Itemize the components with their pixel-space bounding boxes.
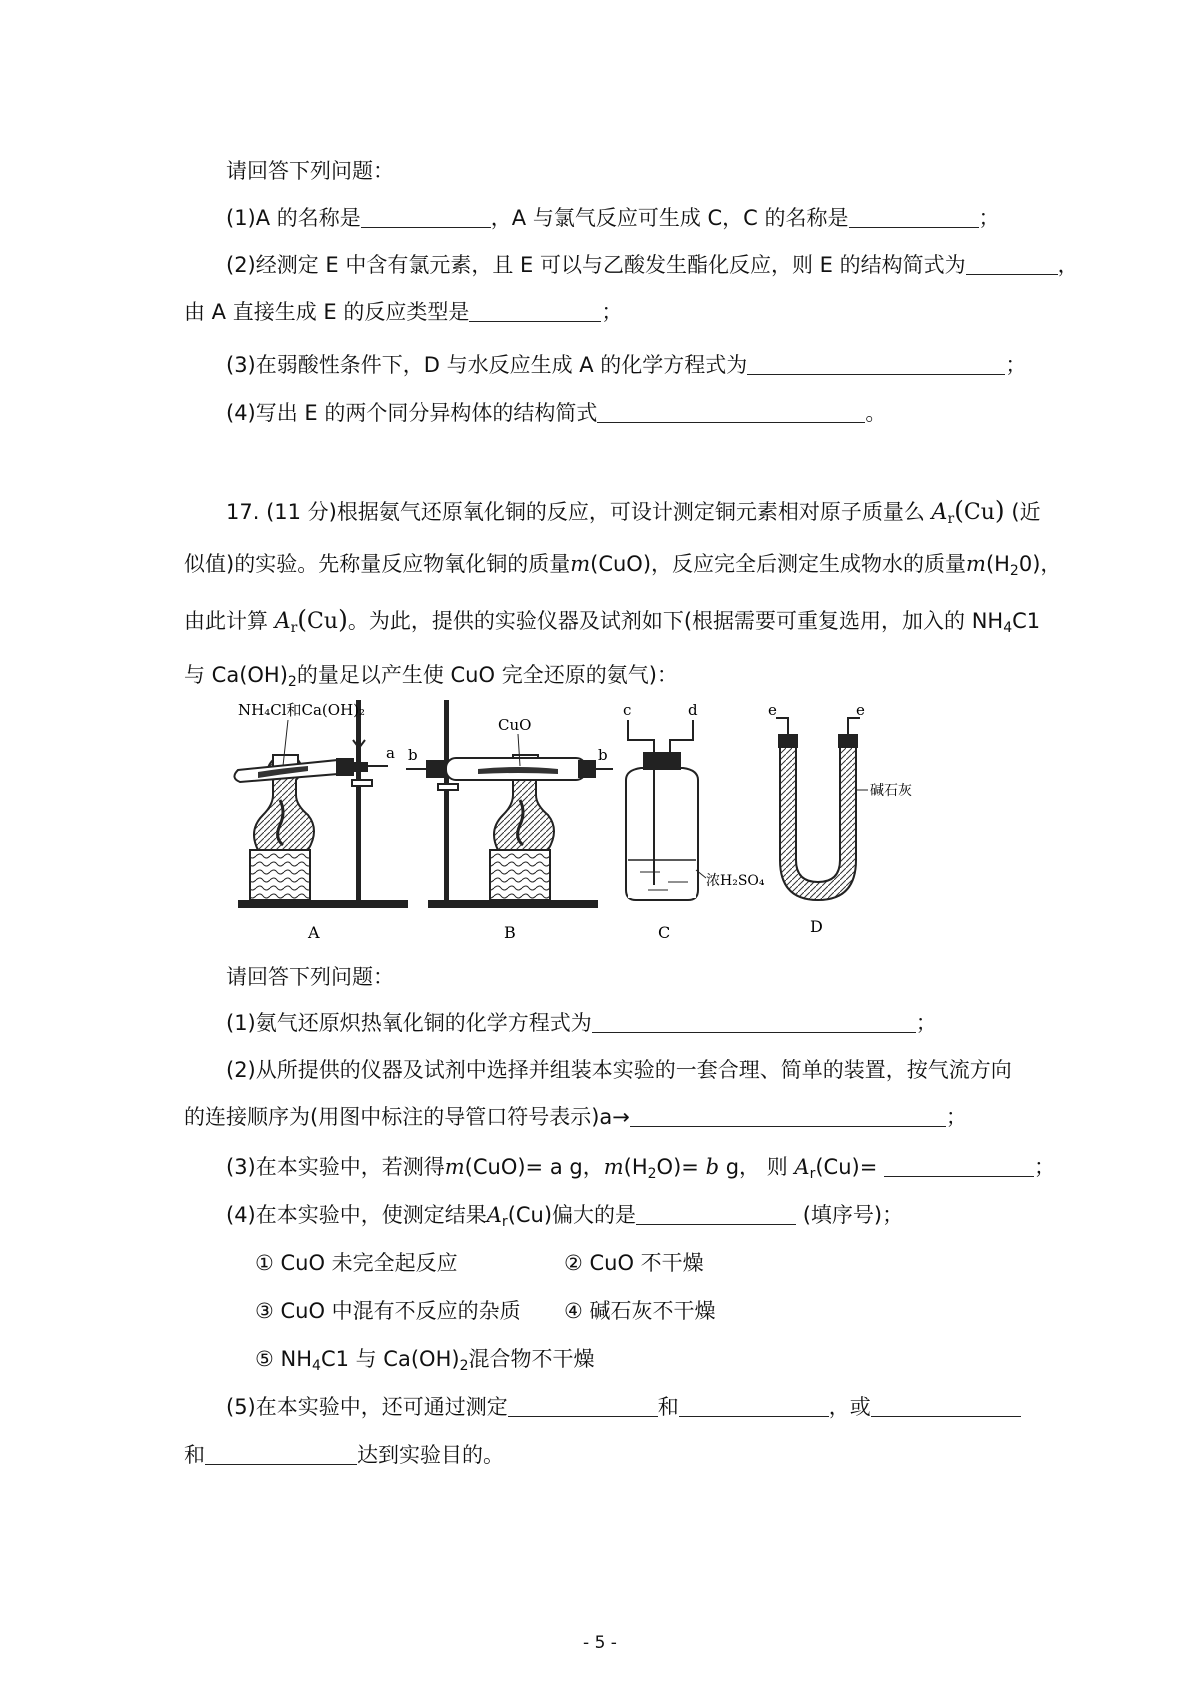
port-label-a: a [386, 744, 395, 762]
q17-intro-line2: 似值)的实验。先称量反应物氧化铜的质量m(CuO)，反应完全后测定生成物水的质量$m(H_20)$， [184, 552, 1062, 579]
apparatus-d [768, 701, 912, 936]
q17-part2: (2)从所提供的仪器及试剂中选择并组装本实验的一套合理、简单的装置，按气流方向 [226, 1058, 1012, 1082]
q17-intro-line3: 由此计算 $A_r(Cu)$。为此，提供的实验仪器及试剂如下(根据需要可重复选用，加入的 $NH_4C1$ [184, 605, 1041, 636]
apparatus-label-c: C [658, 923, 671, 942]
q16-part4: (4)写出 E 的两个同分异构体的结构简式 。 [226, 401, 887, 425]
q17-part4: (4)在本实验中，使测定结果$A_r(Cu)$偏大的是 (填序号)； [226, 1203, 904, 1230]
port-label-e-left: e [768, 701, 777, 719]
port-label-b-left: b [408, 746, 418, 764]
reagent-label-a: NH₄Cl和Ca(OH)₂ [238, 701, 366, 719]
apparatus-label-d: D [810, 917, 823, 936]
q17-intro-line4: 与 $Ca(OH)_2$的量足以产生使 CuO 完全还原的氨气)： [184, 663, 678, 690]
answer-blank[interactable] [636, 1202, 796, 1225]
answer-blank[interactable] [361, 205, 491, 228]
port-label-e-right: e [856, 701, 865, 719]
answer-blank[interactable] [592, 1010, 916, 1033]
answer-blank[interactable] [884, 1154, 1034, 1177]
q17-part5: (5)在本实验中，还可通过测定 和 ，或 [226, 1392, 1021, 1422]
answer-blank[interactable] [205, 1442, 357, 1465]
port-label-c: c [623, 701, 632, 719]
option-3: ③ CuO 中混有不反应的杂质 [255, 1299, 521, 1323]
reagent-label-b: CuO [498, 716, 532, 734]
apparatus-b [406, 700, 613, 942]
ar-cu-symbol: $A_r(Cu)$ [274, 605, 348, 636]
apparatus-figure [228, 700, 948, 950]
ar-cu-symbol: $A_r(Cu)$ [931, 496, 1005, 527]
option-2: ② CuO 不干燥 [564, 1251, 704, 1275]
answer-blank[interactable] [849, 205, 979, 228]
q17-part2-cont: 的连接顺序为(用图中标注的导管口符号表示)a→ ； [184, 1105, 967, 1129]
reagent-label-d: 碱石灰 [870, 783, 912, 799]
apparatus-c [623, 701, 765, 942]
q16-part3: (3)在弱酸性条件下，D 与水反应生成 A 的化学方程式为 ； [226, 353, 1027, 377]
option-1: ① CuO 未完全起反应 [255, 1251, 458, 1275]
q17-part5-cont: 和 达到实验目的。 [184, 1443, 504, 1467]
q17-part3: (3)在本实验中，若测得m(CuO)= a g，$m(H_2O)= b$ g， 则 $A_r(Cu)=$ ； [226, 1155, 1055, 1182]
answer-blank[interactable] [508, 1394, 658, 1417]
apparatus-a [234, 700, 408, 942]
q17-part1: (1)氨气还原炽热氧化铜的化学方程式为 ； [226, 1011, 937, 1035]
port-label-d: d [688, 701, 698, 719]
option-4: ④ 碱石灰不干燥 [564, 1299, 716, 1323]
q17-intro-line1: 17. (11 分)根据氨气还原氧化铜的反应，可设计测定铜元素相对原子质量么 $A_r(Cu)$ (近 [226, 496, 1041, 527]
reagent-label-c: 浓H₂SO₄ [706, 873, 765, 889]
port-label-b-right: b [598, 746, 608, 764]
q17-prompt: 请回答下列问题： [226, 965, 394, 989]
answer-blank[interactable] [469, 299, 601, 322]
q16-prompt: 请回答下列问题： [226, 159, 394, 183]
answer-blank[interactable] [630, 1104, 946, 1127]
q16-part1: (1)A 的名称是 ，A 与氯气反应可生成 C，C 的名称是 ； [226, 206, 1000, 230]
q16-part2-cont: 由 A 直接生成 E 的反应类型是 ； [184, 300, 623, 324]
answer-blank[interactable] [597, 400, 865, 423]
answer-blank[interactable] [871, 1394, 1021, 1417]
answer-blank[interactable] [966, 252, 1058, 275]
answer-blank[interactable] [747, 352, 1005, 375]
option-5: ⑤ $NH_4C1$ 与 $Ca(OH)_2$混合物不干燥 [255, 1347, 595, 1374]
apparatus-label-b: B [504, 923, 516, 942]
page-number: - 5 - [583, 1633, 617, 1653]
apparatus-label-a: A [308, 923, 320, 942]
answer-blank[interactable] [679, 1394, 829, 1417]
q16-part2: (2)经测定 E 中含有氯元素，且 E 可以与乙酸发生酯化反应，则 E 的结构简式为 ， [226, 253, 1079, 277]
